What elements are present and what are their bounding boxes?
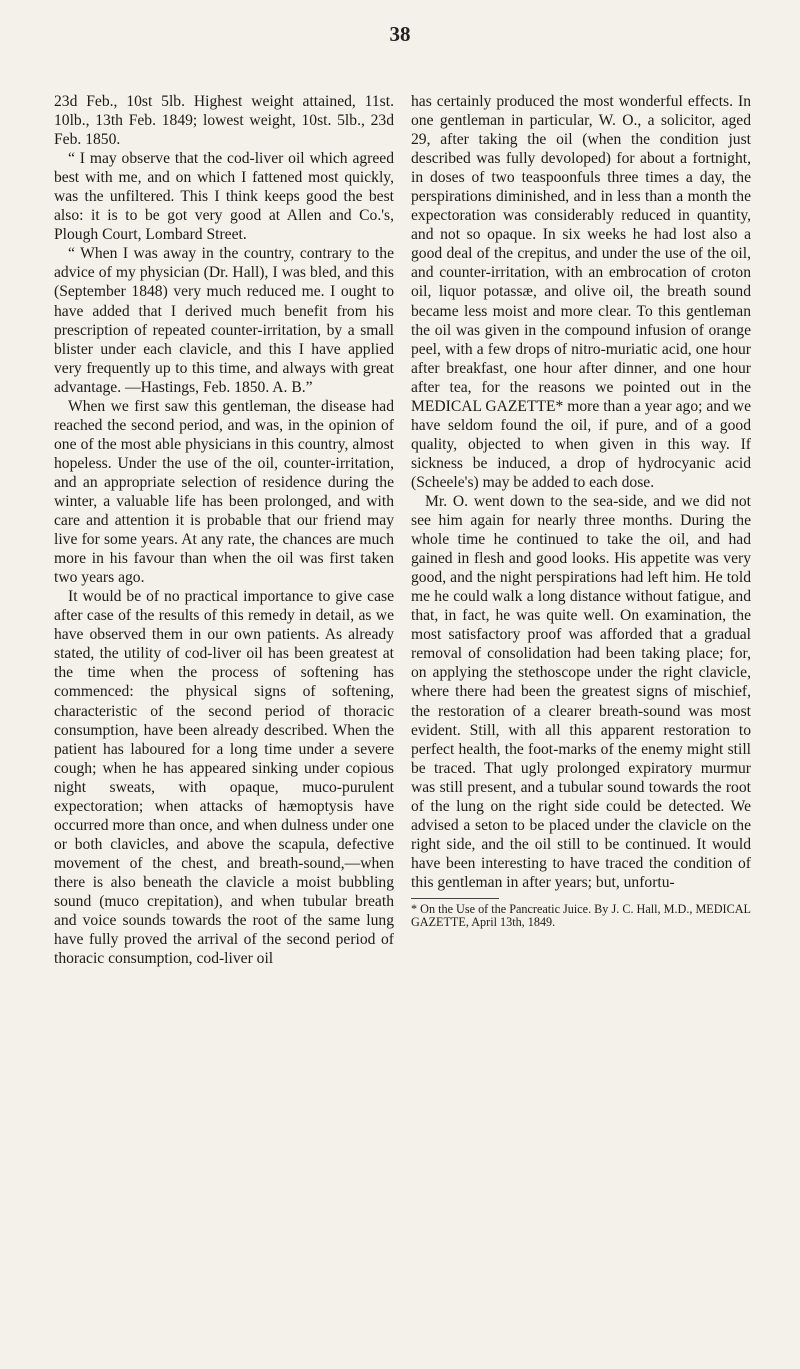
paragraph: It would be of no practical importance to give case after case of the results of this remedy in detail, as we have observed them in our own patients. As already stated, the utility of cod-liver oil has been greatest at the time when the process of softening has commenced: the physical signs of softening, characteristic of the second period of thoracic consumption, have been already described. When the patient has laboured for a long time under a severe cough; when he has appeared sinking under copious night sweats, with opaque, muco-purulent expectoration; when attacks of hæmoptysis have occurred more than once, and when dulness under one or both clavicles, and above the scapula, defective movement of the chest, and breath-sound,—when there is also beneath the clavicle a moist bubbling sound (muco crepitation), and when tubular breath and voice sounds towards the root of the same lung have fully proved the arrival of the second period of thoracic consumption, cod-liver oil xyxy=(54,588,394,968)
paragraph: When we first saw this gentleman, the disease had reached the second period, and was, in the opinion of one of the most able physicians in this country, almost hopeless. Under the use of the oil, counter-irritation, and an appropriate selection of residence during the winter, a valuable life has been prolonged, and with care and attention it is probable that our friend may live for some years. At any rate, the chances are much more in his favour than when the oil was first taken two years ago. xyxy=(54,397,394,587)
paragraph: “ I may observe that the cod-liver oil which agreed best with me, and on which I fattened most quickly, was the unfiltered. This I think keeps good the best also: it is to be got very good at Allen and Co.'s, Plough Court, Lombard Street. xyxy=(54,150,394,244)
paragraph: has certainly produced the most wonderful effects. In one gentleman in particular, W. O., a solicitor, aged 29, after taking the oil (when the condition just described was fully devoloped) for about a fortnight, in doses of two teaspoonfuls three times a day, the perspirations diminished, and in less than a month the expectoration was considerably reduced in quantity, and not so opaque. In six weeks he had lost also a good deal of the crepitus, and under the use of the oil, and counter-irritation, with an embrocation of croton oil, liquor potassæ, and olive oil, the breath sound became less moist and more clear. To this gentleman the oil was given in the compound infusion of orange peel, with a few drops of nitro-muriatic acid, one hour after breakfast, one hour after dinner, and one hour after tea, for the reasons we pointed out in the MEDICAL GAZETTE* more than a year ago; and we have seldom found the oil, if pure, and of a good quality, objected to when given in this way. If sickness be induced, a drop of hydrocyanic acid (Scheele's) may be added to each dose. xyxy=(411,93,751,491)
paragraph: Mr. O. went down to the sea-side, and we did not see him again for nearly three months. During the whole time he continued to take the oil, and had gained in flesh and good looks. His appetite was very good, and the night perspirations had left him. He told me he could walk a long distance without fatigue, and that, in fact, he was quite well. On examination, the most satisfactory proof was afforded that a gradual removal of consolidation had been taking place; for, on applying the stethoscope under the right clavicle, where there had been the greatest signs of mischief, the restoration of a clearer breath-sound was most evident. Still, with all this apparent restoration to perfect health, the foot-marks of the enemy might still be traced. That ugly prolonged expiratory murmur was still present, and a tubular sound towards the root of the lung on the right side could be detected. We advised a seton to be placed under the clavicle on the right side, and the oil still to be continued. It would have been interesting to have traced the condition of this gentleman in after years; but, unfortu- xyxy=(411,492,751,891)
paragraph: 23d Feb., 10st 5lb. Highest weight attained, 11st. 10lb., 13th Feb. 1849; lowest weight, 10st. 5lb., 23d Feb. 1850. xyxy=(54,93,394,149)
paragraph: “ When I was away in the country, contrary to the advice of my physician (Dr. Hall), I was bled, and this (September 1848) very much reduced me. I ought to have added that I derived much benefit from his prescription of repeated counter-irritation, by a small blister under each clavicle, and this I have applied very frequently up to this time, and always with great advantage. —Hastings, Feb. 1850. A. B.” xyxy=(54,245,394,396)
footnote: * On the Use of the Pancreatic Juice. By J. C. Hall, M.D., MEDICAL GAZETTE, April 13th, 1849. xyxy=(411,901,751,930)
page-number: 38 xyxy=(389,22,411,46)
footnote-divider xyxy=(411,898,499,899)
right-column xyxy=(411,92,751,930)
left-column xyxy=(54,92,394,968)
